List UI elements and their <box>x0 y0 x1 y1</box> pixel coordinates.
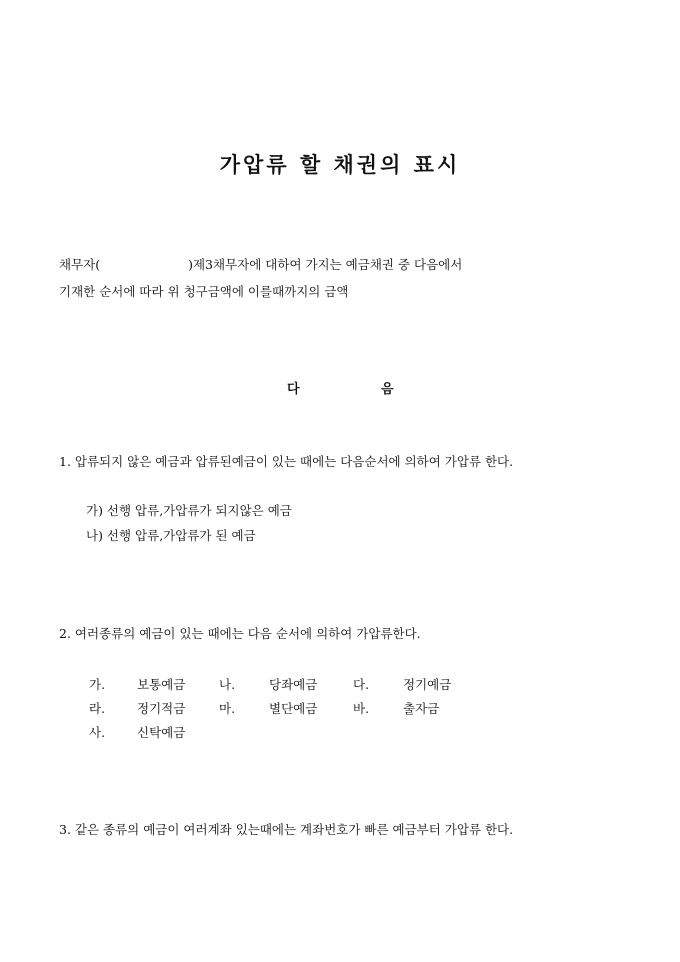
document-title: 가압류 할 채권의 표시 <box>219 152 461 177</box>
intro-line-2: 기재한 순서에 따라 위 청구금액에 이를때까지의 금액 <box>59 284 349 299</box>
deposit-name: 출자금 <box>403 701 440 716</box>
deposit-name: 정기적금 <box>137 701 186 716</box>
deposit-mark: 다. <box>353 677 370 692</box>
deposit-name: 별단예금 <box>269 701 318 716</box>
deposit-name: 보통예금 <box>137 677 186 692</box>
section-1-text: 1. 압류되지 않은 예금과 압류된예금이 있는 때에는 다음순서에 의하여 가압류 한다. <box>59 454 514 469</box>
intro-line-1 <box>59 257 462 273</box>
deposit-mark: 라. <box>89 701 106 716</box>
heading-left: 다 <box>287 382 300 397</box>
section-3-text: 3. 같은 종류의 예금이 여러계좌 있는때에는 계좌번호가 빠른 예금부터 가압류 한다. <box>59 822 514 837</box>
section-1-item: 나) 선행 압류,가압류가 된 예금 <box>86 528 256 543</box>
deposit-mark: 바. <box>353 701 370 716</box>
section-2-text: 2. 여러종류의 예금이 있는 때에는 다음 순서에 의하여 가압류한다. <box>59 626 421 641</box>
deposit-name: 당좌예금 <box>269 677 318 692</box>
deposit-name: 신탁예금 <box>137 725 186 740</box>
deposit-mark: 마. <box>219 701 236 716</box>
deposit-mark: 사. <box>89 725 106 740</box>
heading-right: 음 <box>381 382 394 397</box>
deposit-name: 정기예금 <box>403 677 452 692</box>
deposit-mark: 가. <box>89 677 106 692</box>
deposit-mark: 나. <box>219 677 236 692</box>
intro-line-1-suffix: )제3채무자에 대하여 가지는 예금채권 중 다음에서 <box>188 257 463 272</box>
section-1-item: 가) 선행 압류,가압류가 되지않은 예금 <box>86 503 292 518</box>
debtor-label: 채무자( <box>59 257 101 272</box>
